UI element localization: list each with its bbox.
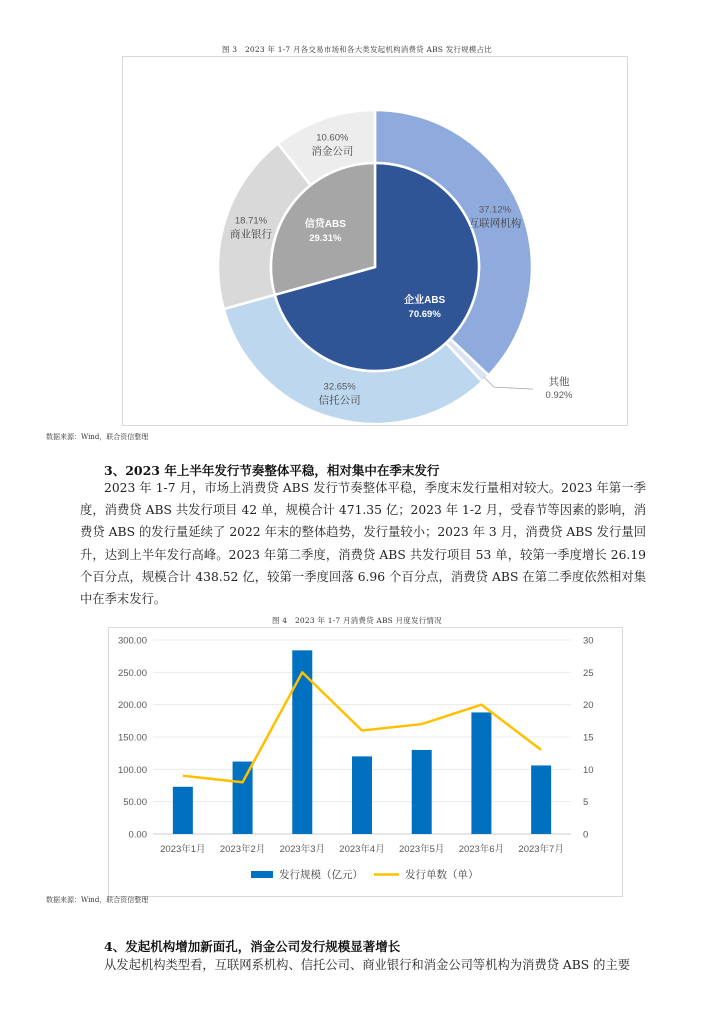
figure4-source: 数据来源：Wind，联合资信整理: [46, 896, 149, 904]
outer-label-name-2: 信托公司: [318, 394, 361, 407]
y-right-tick: 15: [583, 732, 594, 744]
bar: [233, 762, 253, 834]
x-tick-label: 2023年6月: [458, 844, 505, 855]
bar: [531, 765, 551, 834]
bar: [412, 750, 432, 834]
y-right-tick: 20: [583, 700, 594, 712]
legend-line-label: 发行单数（单）: [405, 869, 479, 881]
x-tick-label: 2023年4月: [339, 844, 385, 855]
x-tick-label: 2023年7月: [518, 844, 564, 855]
figure3-source: 数据来源：Wind，联合资信整理: [46, 433, 149, 441]
x-tick-label: 2023年2月: [219, 844, 266, 855]
outer-label-value-2: 32.65%: [323, 381, 356, 393]
y-right-tick: 5: [583, 797, 589, 809]
outer-label-value-3: 18.71%: [234, 215, 268, 227]
bar: [352, 756, 372, 834]
inner-label-value-0: 70.69%: [408, 308, 441, 320]
y-right-tick: 10: [583, 764, 594, 776]
y-left-tick: 0.00: [128, 829, 147, 841]
leader-line-1: [484, 377, 533, 389]
y-left-tick: 50.00: [123, 797, 147, 809]
y-left-tick: 100.00: [117, 764, 147, 776]
figure4-title: 图 4 2023 年 1-7 月消费贷 ABS 月度发行情况: [272, 616, 442, 625]
section3-paragraph: 2023 年 1-7 月，市场上消费贷 ABS 发行节奏整体平稳，季度末发行量相对较大。2023 年第一季度，消费贷 ABS 共发行项目 42 单，规模合计 471.35 亿；2023 年 1-2 月，受春节等因素的影响，消费贷 ABS 的发行量延续了 2022 年末的整体趋势，发行量较小；2023 年 3 月，消费贷 ABS 发行量回升，达到上半年发行高峰。2023 年第二季度，消费贷 ABS 共发行项目 53 单，较第一季度增长 26.19 个百分点，规模合计 438.52 亿，较第一季度回落 6.96 个百分点，消费贷 ABS 在第二季度依然相对集中在季末发行。: [80, 481, 646, 607]
x-tick-label: 2023年3月: [279, 844, 325, 855]
figure3-title: 图 3 2023 年 1-7 月各交易市场和各大类发起机构消费贷 ABS 发行规模占比: [222, 45, 492, 54]
combo-chart: [109, 628, 622, 896]
x-tick-label: 2023年1月: [160, 844, 206, 855]
outer-label-value-1: 0.92%: [545, 390, 573, 402]
x-tick-label: 2023年5月: [399, 844, 445, 855]
outer-label-name-0: 互联网机构: [468, 217, 522, 230]
y-left-tick: 250.00: [117, 667, 147, 679]
figure4-chart-box: [108, 627, 623, 897]
inner-label-name-0: 企业ABS: [404, 294, 446, 306]
outer-label-value-4: 10.60%: [316, 132, 349, 144]
legend-bar-label: 发行规模（亿元）: [279, 869, 363, 881]
figure3-chart-box: [122, 56, 628, 426]
y-left-tick: 150.00: [117, 732, 147, 744]
y-right-tick: 25: [583, 667, 594, 679]
outer-label-name-1: 其他: [548, 376, 570, 389]
y-right-tick: 0: [583, 829, 589, 841]
outer-label-name-4: 消金公司: [311, 145, 354, 158]
bar: [471, 712, 491, 834]
y-left-tick: 300.00: [117, 635, 147, 647]
y-left-tick: 200.00: [117, 700, 147, 712]
section3-heading: 3、2023 年上半年发行节奏整体平稳，相对集中在季末发行: [104, 463, 440, 478]
outer-label-value-0: 37.12%: [478, 204, 512, 216]
inner-label-value-1: 29.31%: [309, 233, 342, 245]
donut-chart: [123, 57, 627, 425]
section4-paragraph: 从发起机构类型看，互联网系机构、信托公司、商业银行和消金公司等机构为消费贷 ABS 的主要: [104, 958, 631, 972]
bar: [173, 787, 193, 834]
outer-label-name-3: 商业银行: [230, 228, 273, 241]
y-right-tick: 30: [583, 635, 594, 647]
legend-bar-swatch: [251, 871, 273, 878]
section4-heading: 4、发起机构增加新面孔，消金公司发行规模显著增长: [104, 939, 401, 954]
inner-label-name-1: 信贷ABS: [304, 219, 346, 231]
